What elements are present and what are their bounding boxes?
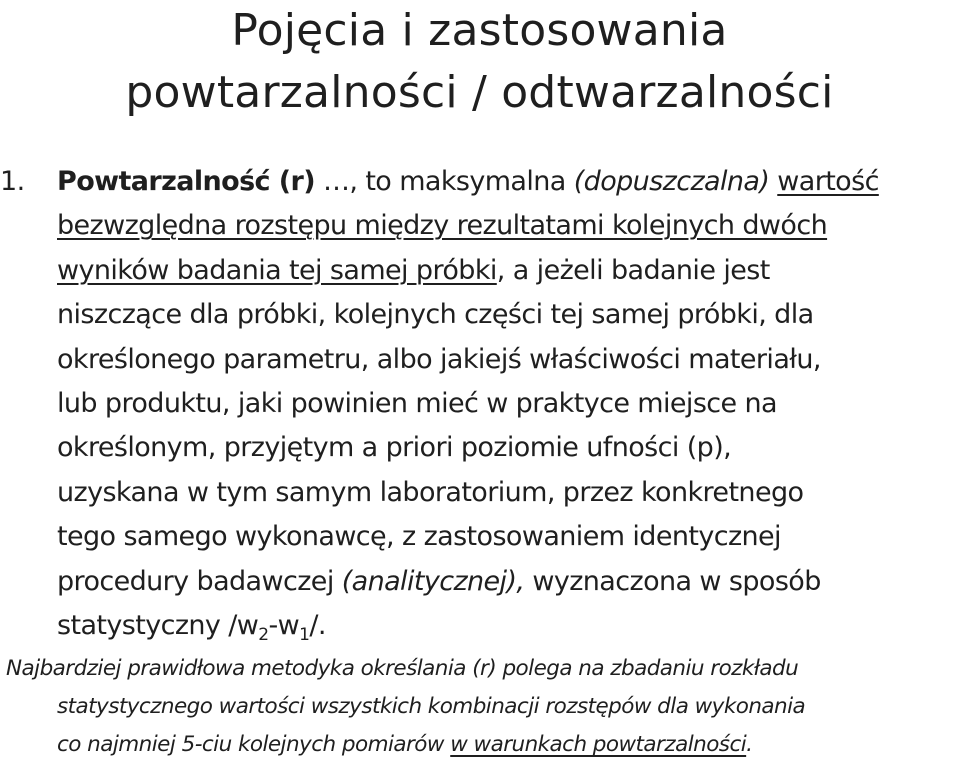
text-segment: -w <box>268 610 300 642</box>
term-label: Powtarzalność (r) <box>57 166 315 197</box>
title-line-2: powtarzalności / odtwarzalności <box>125 67 834 118</box>
definition-line-11 <box>0 604 959 648</box>
title-line-1: Pojęcia i zastosowania <box>231 5 728 56</box>
definition-item <box>0 160 959 648</box>
definition-line-4: niszczące dla próbki, kolejnych części tej samej próbki, dla <box>57 299 814 331</box>
text-segment: co najmniej 5-ciu kolejnych pomiarów <box>57 732 451 757</box>
italic-segment: (analitycznej), <box>341 565 525 597</box>
text-segment: /. <box>309 610 326 642</box>
note-line-1: Najbardziej prawidłowa metodyka określania (r) polega na zbadaniu rozkładu <box>6 656 799 681</box>
subscript: 2 <box>258 625 269 646</box>
note-line-3 <box>0 726 959 764</box>
subscript: 1 <box>299 625 310 646</box>
slide-title <box>0 0 959 124</box>
definition-line-7: określonym, przyjętym a priori poziomie ufności (p), <box>57 432 732 464</box>
item-number: 1. <box>0 166 25 197</box>
text-segment: …, to maksymalna <box>314 166 574 197</box>
method-note <box>0 650 959 764</box>
definition-line-8: uzyskana w tym samym laboratorium, przez konkretnego <box>57 476 804 508</box>
underlined-segment: wartość <box>777 166 879 197</box>
definition-line-6: lub produktu, jaki powinien mieć w praktyce miejsce na <box>57 388 777 420</box>
definition-line-9: tego samego wykonawcę, z zastosowaniem identycznej <box>57 521 781 553</box>
text-segment: . <box>746 732 753 757</box>
underlined-segment: wyników badania tej samej próbki <box>57 254 497 286</box>
underlined-segment: w warunkach powtarzalności <box>450 732 747 757</box>
italic-segment: (dopuszczalna) <box>573 166 770 197</box>
underlined-segment: bezwzględna rozstępu między rezultatami kolejnych dwóch <box>57 210 828 242</box>
definition-line-5: określonego parametru, albo jakiejś właściwości materiału, <box>57 343 821 375</box>
text-segment: procedury badawczej <box>57 565 342 597</box>
text-segment: wyznaczona w sposób <box>524 565 821 597</box>
definition-line-2 <box>0 204 959 248</box>
note-line-2: statystycznego wartości wszystkich kombinacji rozstępów dla wykonania <box>57 694 806 719</box>
definition-line-3 <box>0 249 959 293</box>
definition-line-1 <box>0 160 959 204</box>
text-segment: , a jeżeli badanie jest <box>496 254 770 286</box>
definition-line-10 <box>0 560 959 604</box>
text-segment: statystyczny /w <box>57 610 259 642</box>
